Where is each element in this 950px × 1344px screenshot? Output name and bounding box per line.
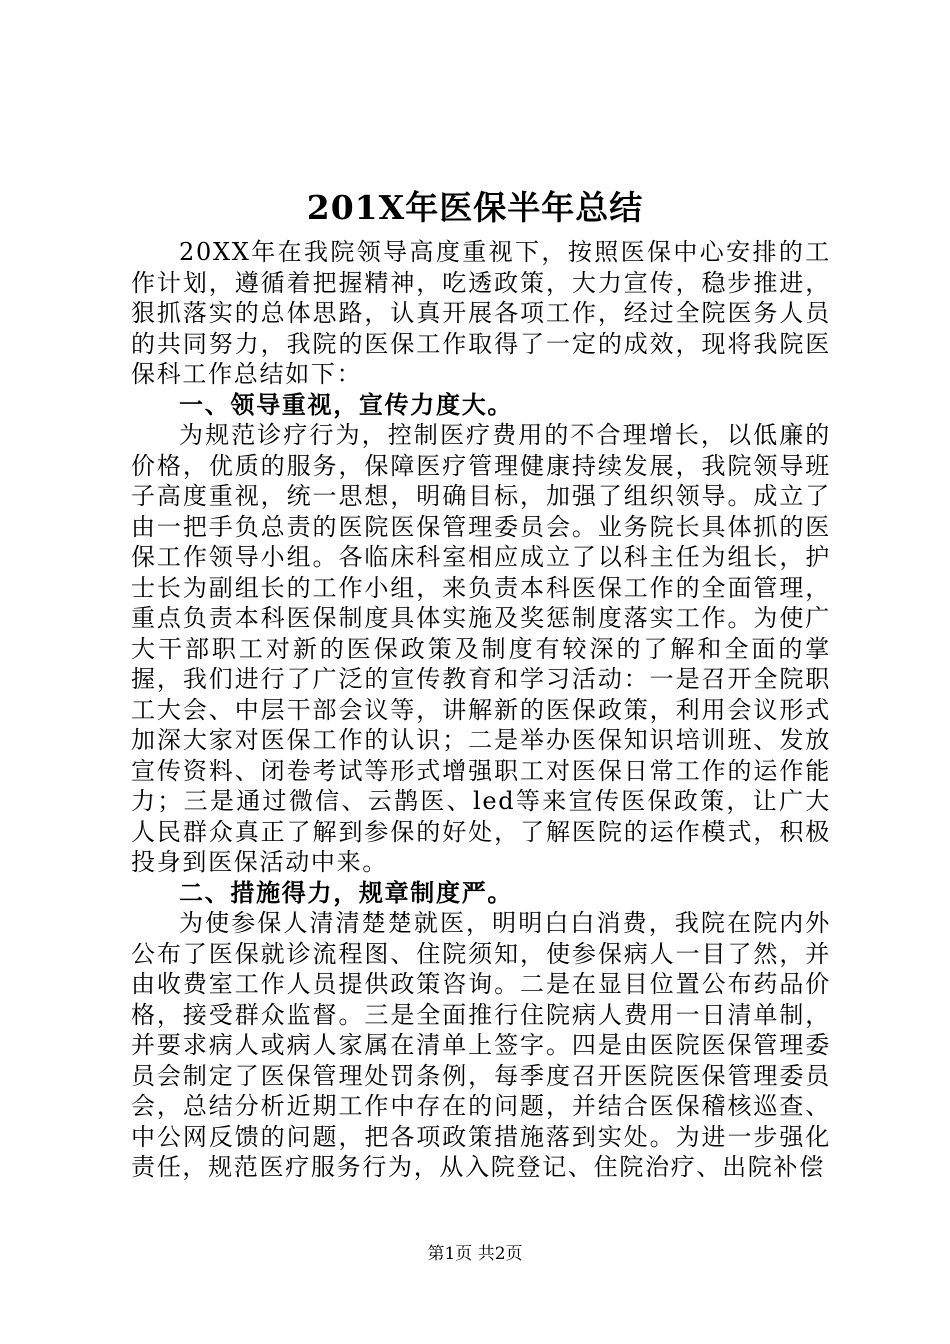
section-1-paragraph: 为规范诊疗行为，控制医疗费用的不合理增长，以低廉的价格，优质的服务，保障医疗管理健康持续发展，我院领导班子高度重视，统一思想，明确目标，加强了组织领导。成立了由一把手负总责的医院医保管理委员会。业务院长具体抓的医保工作领导小组。各临床科室相应成立了以科主任为组长，护士长为副组长的工作小组，来负责本科医保工作的全面管理，重点负责本科医保制度具体实施及奖惩制度落实工作。为使广大干部职工对新的医保政策及制度有较深的了解和全面的掌握，我们进行了广泛的宣传教育和学习活动：一是召开全院职工大会、中层干部会议等，讲解新的医保政策，利用会议形式加深大家对医保工作的认识；二是举办医保知识培训班、发放宣传资料、闭卷考试等形式增强职工对医保日常工作的运作能力；三是通过微信、云鹊医、led等来宣传医保政策，让广大人民群众真正了解到参保的好处，了解医院的运作模式，积极投身到医保活动中来。 bbox=[131, 421, 831, 876]
intro-paragraph: 20XX年在我院领导高度重视下，按照医保中心安排的工作计划，遵循着把握精神，吃透政策，大力宣传，稳步推进，狠抓落实的总体思路，认真开展各项工作，经过全院医务人员的共同努力，我院的医保工作取得了一定的成效，现将我院医保科工作总结如下： bbox=[131, 238, 831, 388]
section-heading-1: 一、领导重视，宣传力度大。 bbox=[179, 389, 514, 419]
document-body bbox=[131, 237, 831, 1183]
page-title: 201X年医保半年总结 bbox=[306, 188, 644, 227]
section-2-paragraph: 为使参保人清清楚楚就医，明明白白消费，我院在院内外公布了医保就诊流程图、住院须知，使参保病人一目了然，并由收费室工作人员提供政策咨询。二是在显目位置公布药品价格，接受群众监督。三是全面推行住院病人费用一日清单制，并要求病人或病人家属在清单上签字。四是由医院医保管理委员会制定了医保管理处罚条例，每季度召开医院医保管理委员会，总结分析近期工作中存在的问题，并结合医保稽核巡查、中公网反馈的问题，把各项政策措施落到实处。为进一步强化责任，规范医疗服务行为，从入院登记、住院治疗、出院补偿 bbox=[131, 909, 831, 1181]
page-footer: 第1页 共2页 bbox=[427, 1244, 523, 1264]
section-heading-2: 二、措施得力，规章制度严。 bbox=[179, 877, 514, 907]
